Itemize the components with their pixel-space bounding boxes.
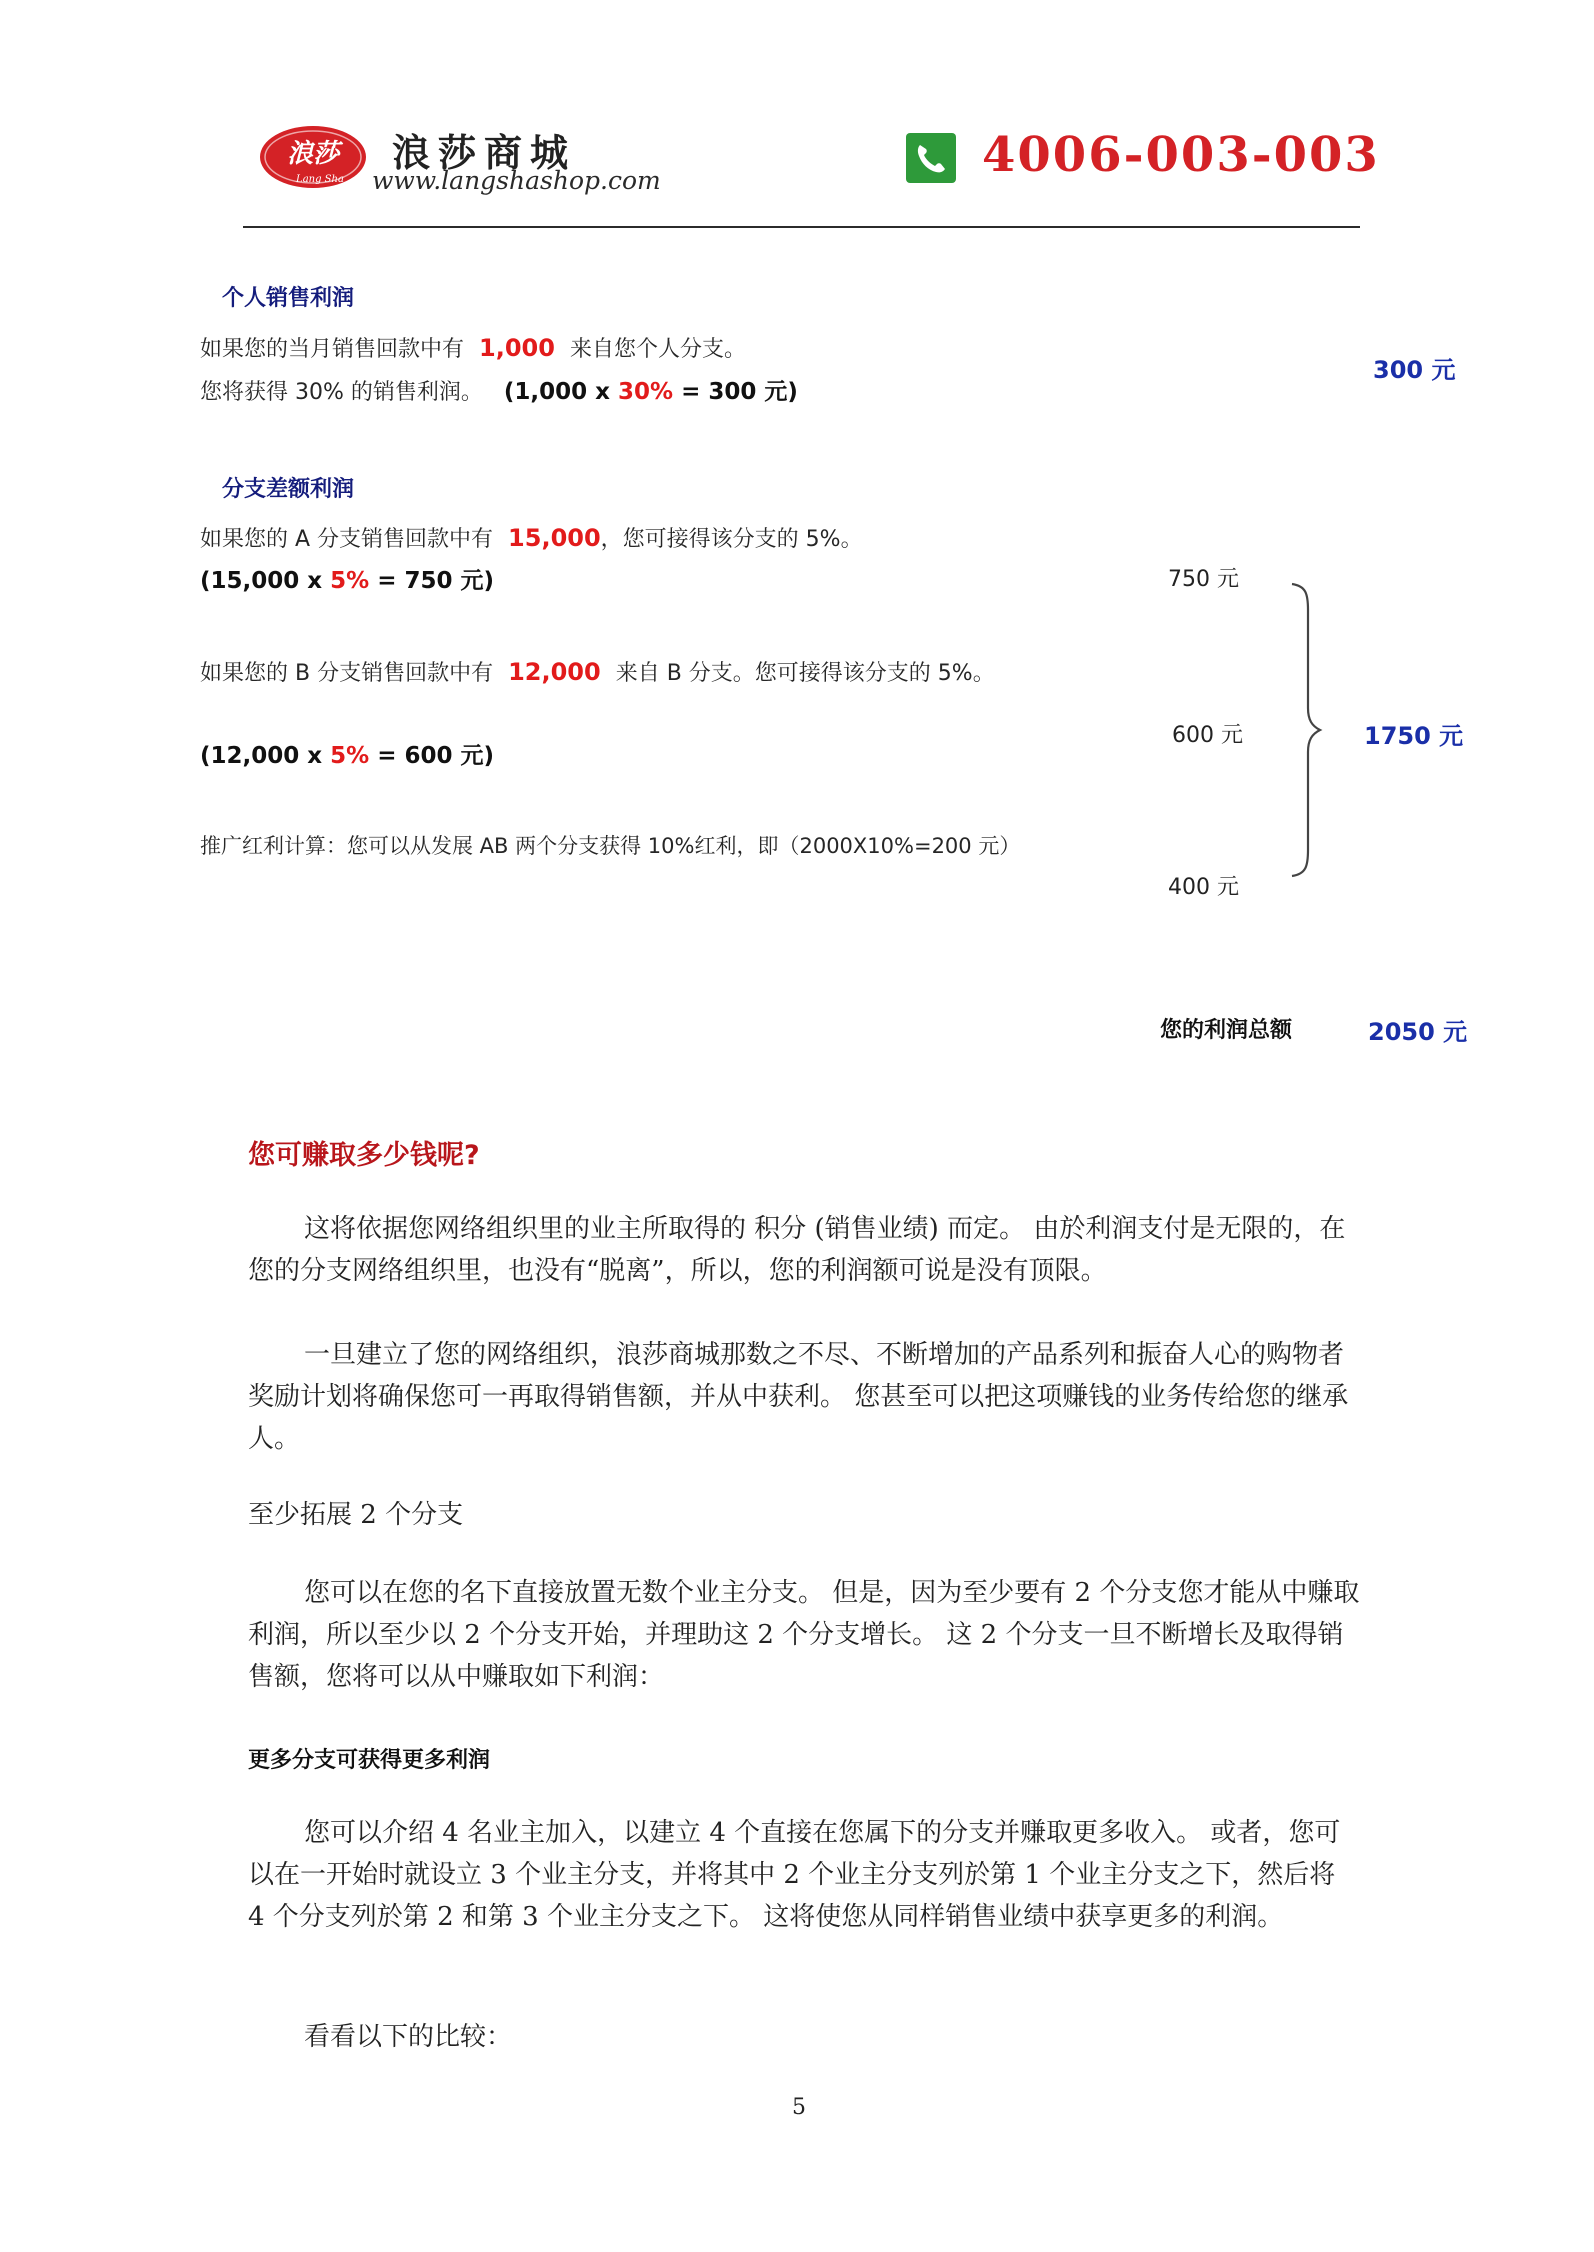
- branch-b-eq-b: = 600 元): [377, 743, 495, 769]
- branch-b-value: 12,000: [508, 658, 601, 686]
- personal-profit-amount: 300 元: [1373, 356, 1456, 384]
- phone-number[interactable]: 4006-003-003: [982, 127, 1380, 183]
- article-paragraph-4: 您可以在您的名下直接放置无数个业主分支。 但是，因为至少要有 2 个分支您才能从中赚取利润，所以至少以 2 个分支开始，并理助这 2 个分支增长。 这 2 个分支一旦不断增长及取得销售额，您将可以从中赚取如下利润：: [248, 1578, 1360, 1692]
- branch-heading: 分支差额利润: [222, 477, 355, 502]
- personal-eq-b: = 300 元): [681, 379, 798, 405]
- branch-a-pre: 如果您的 A 分支销售回款中有: [200, 527, 494, 552]
- total-profit-label: 您的利润总额: [1160, 1018, 1293, 1043]
- article-paragraph-5: 您可以介绍 4 名业主加入，以建立 4 个直接在您属下的分支并赚取更多收入。 或者，您可以在一开始时就设立 3 个业主分支，并将其中 2 个业主分支列於第 1 个业主分支之下，然后将 4 个分支列於第 2 和第 3 个业主分支之下。 这将使您从同样销售业绩中获享更多的利润。: [248, 1818, 1341, 1932]
- branch-a-post: ，您可接得该分支的 5%。: [600, 527, 863, 552]
- brand-url: www.langshashop.com: [372, 166, 661, 195]
- branch-a-profit: 750 元: [1168, 567, 1239, 592]
- promo-bonus-line: 推广红利计算：您可以从发展 AB 两个分支获得 10%红利，即（2000X10%=200 元）: [200, 834, 1021, 858]
- branch-a-value: 15,000: [508, 524, 601, 552]
- personal-heading: 个人销售利润: [222, 286, 355, 311]
- personal-amount-value: 1,000: [479, 334, 555, 362]
- article-paragraph-6: 看看以下的比较：: [304, 2022, 513, 2052]
- personal-line-1-pre: 如果您的当月销售回款中有: [200, 337, 465, 362]
- logo-text: 浪莎: [286, 139, 340, 169]
- personal-eq-pct: 30%: [618, 379, 674, 405]
- right-brace-icon: [1288, 580, 1330, 880]
- langsha-logo-icon: [258, 124, 368, 190]
- personal-line-1: [200, 332, 746, 363]
- article-subheading: 更多分支可获得更多利润: [248, 1748, 491, 1773]
- brand-name: 浪莎商城: [392, 130, 577, 175]
- branch-a-equation: [200, 562, 494, 595]
- header-divider: [243, 226, 1360, 228]
- branch-b-profit: 600 元: [1172, 723, 1243, 748]
- personal-eq-a: (1,000 x: [503, 379, 610, 405]
- article-paragraph-1: 这将依据您网络组织里的业主所取得的 积分 (销售业绩) 而定。 由於利润支付是无限的，在您的分支网络组织里，也没有“脱离”，所以，您的利润额可说是没有顶限。: [248, 1214, 1346, 1286]
- branch-b-eq-pct: 5%: [330, 743, 370, 769]
- page-number: 5: [792, 2095, 806, 2120]
- personal-line-2-text: 您将获得 30% 的销售利润。: [200, 380, 483, 405]
- branch-subtotal: 1750 元: [1364, 722, 1464, 750]
- promo-bonus-profit: 400 元: [1168, 875, 1239, 900]
- article-paragraph-2: 一旦建立了您的网络组织，浪莎商城那数之不尽、不断增加的产品系列和振奋人心的购物者奖励计划将确保您可一再取得销售额，并从中获利。 您甚至可以把这项赚钱的业务传给您的继承人。: [248, 1340, 1349, 1454]
- branch-a-eq-a: (15,000 x: [200, 568, 323, 594]
- branch-a-eq-b: = 750 元): [377, 568, 495, 594]
- article-heading: 您可赚取多少钱呢?: [248, 1140, 480, 1171]
- personal-equation: [504, 379, 798, 405]
- phone-icon: [906, 133, 956, 183]
- personal-line-2: [200, 373, 798, 406]
- branch-b-post: 来自 B 分支。您可接得该分支的 5%。: [615, 661, 995, 686]
- branch-b-equation: [200, 737, 494, 770]
- personal-line-1-post: 来自您个人分支。: [569, 337, 746, 362]
- logo-subtext: Lang Sha: [296, 174, 344, 185]
- total-profit-amount: 2050 元: [1368, 1018, 1468, 1046]
- branch-a-eq-pct: 5%: [330, 568, 370, 594]
- branch-b-pre: 如果您的 B 分支销售回款中有: [200, 661, 494, 686]
- branch-b-line: [200, 656, 995, 687]
- article-paragraph-3: 至少拓展 2 个分支: [248, 1500, 464, 1530]
- branch-a-line: [200, 522, 863, 553]
- branch-b-eq-a: (12,000 x: [200, 743, 323, 769]
